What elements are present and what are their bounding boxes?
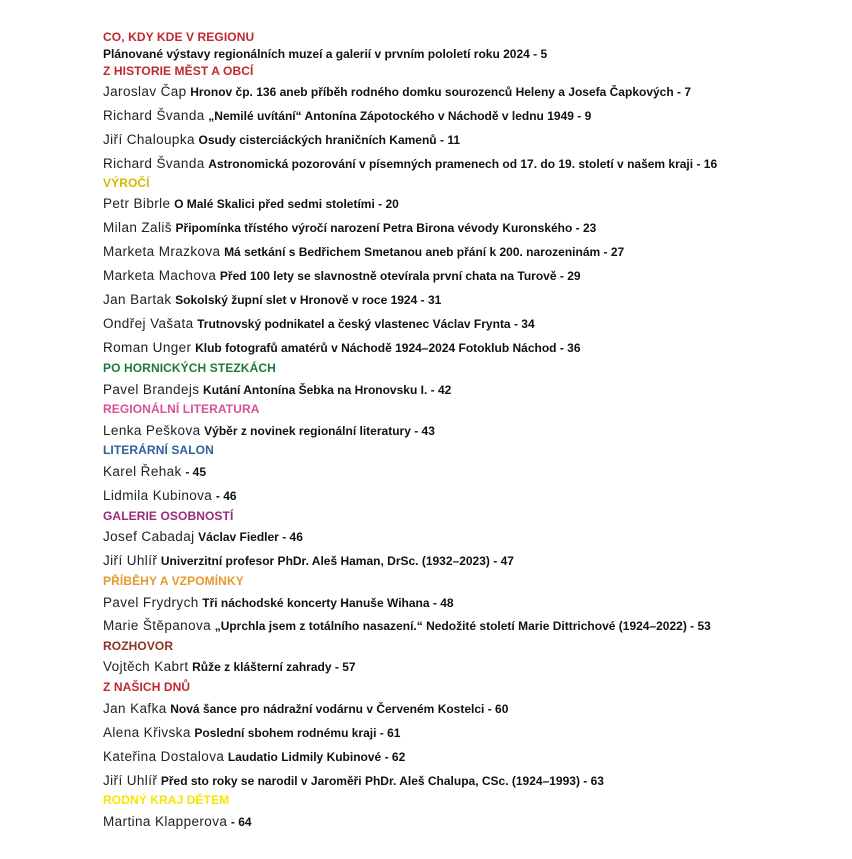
entry-page-number: 48 — [440, 596, 454, 610]
page-separator: - — [572, 221, 583, 235]
page-separator: - — [185, 465, 193, 479]
entry-page-number: 36 — [567, 341, 581, 355]
entry-author: Jiří Chaloupka — [103, 132, 195, 147]
entry-title: Laudatio Lidmily Kubinové — [227, 750, 382, 764]
toc-entry[interactable] — [103, 595, 454, 610]
entry-page-number: 60 — [495, 702, 509, 716]
page-separator: - — [693, 157, 704, 171]
toc-entry[interactable] — [103, 132, 460, 147]
entry-title: Tři náchodské koncerty Hanuše Wihana — [202, 596, 430, 610]
entry-title: Má setkání s Bedřichem Smetanou aneb přání k 200. narozeninám — [224, 245, 601, 259]
entry-page-number: 9 — [584, 109, 592, 123]
toc-entry[interactable] — [103, 773, 604, 788]
page-separator: - — [376, 726, 388, 740]
entry-page-number: 5 — [540, 47, 548, 61]
entry-title: Nová šance pro nádražní vodárnu v Červeném Kostelci — [170, 702, 485, 716]
toc-entry[interactable] — [103, 659, 356, 674]
toc-entry[interactable] — [103, 196, 399, 211]
page-separator: - — [278, 530, 290, 544]
section-heading: VÝROČÍ — [103, 176, 150, 190]
entry-page-number: 23 — [583, 221, 597, 235]
toc-entry[interactable] — [103, 84, 691, 99]
page-separator: - — [429, 596, 441, 610]
entry-page-number: 61 — [387, 726, 401, 740]
entry-title: „Nemilé uvítání“ Antonína Zápotockého v Náchodě v lednu 1949 — [208, 109, 574, 123]
page-separator: - — [410, 424, 422, 438]
entry-author: Lidmila Kubinova — [103, 488, 213, 503]
entry-author: Karel Řehak — [103, 464, 182, 479]
entry-author: Kateřina Dostalova — [103, 749, 225, 764]
entry-title: O Malé Skalici před sedmi stoletími — [174, 197, 375, 211]
entry-author: Vojtěch Kabrt — [103, 659, 189, 674]
entry-title: Osudy cisterciáckých hraničních Kamenů — [198, 133, 437, 147]
entry-title: Před sto roky se narodil v Jaroměři PhDr. Aleš Chalupa, CSc. (1924–1993) — [160, 774, 580, 788]
page-separator: - — [510, 317, 522, 331]
page-separator: - — [215, 489, 224, 503]
entry-title: Plánované výstavy regionálních muzeí a galerií v prvním pololetí roku 2024 — [103, 47, 530, 61]
entry-author: Alena Křivska — [103, 725, 191, 740]
page-separator: - — [686, 619, 698, 633]
page-separator: - — [556, 269, 568, 283]
entry-page-number: 46 — [289, 530, 303, 544]
entry-title: Václav Fiedler — [198, 530, 279, 544]
entry-title: Trutnovský podnikatel a český vlastenec Václav Frynta — [197, 317, 511, 331]
entry-title: „Uprchla jsem z totálního nasazení.“ Nedožité století Marie Dittrichové (1924–2022) — [214, 619, 687, 633]
page-separator: - — [484, 702, 496, 716]
toc-entry[interactable] — [103, 268, 581, 283]
section-heading: GALERIE OSOBNOSTÍ — [103, 509, 234, 523]
entry-page-number: 11 — [447, 133, 460, 147]
page-separator: - — [556, 341, 568, 355]
page-separator: - — [489, 554, 501, 568]
entry-page-number: 57 — [342, 660, 356, 674]
entry-title: Růže z klášterní zahrady — [192, 660, 332, 674]
toc-entry[interactable] — [103, 725, 400, 740]
toc-entry[interactable] — [103, 553, 514, 568]
entry-author: Pavel Frydrych — [103, 595, 199, 610]
toc-entry[interactable] — [103, 46, 547, 61]
page-separator: - — [579, 774, 591, 788]
entry-page-number: 43 — [421, 424, 435, 438]
entry-title: Sokolský župní slet v Hronově v roce 1924 — [175, 293, 418, 307]
entry-page-number: 29 — [567, 269, 581, 283]
entry-author: Marie Štěpanova — [103, 618, 212, 633]
entry-author: Richard Švanda — [103, 156, 205, 171]
section-heading: RODNÝ KRAJ DĚTEM — [103, 793, 230, 807]
entry-author: Josef Cabadaj — [103, 529, 195, 544]
toc-entry[interactable] — [103, 618, 711, 633]
entry-title: Univerzitní profesor PhDr. Aleš Haman, DrSc. (1932–2023) — [160, 554, 490, 568]
toc-entry[interactable] — [103, 701, 508, 716]
section-heading: Z NAŠICH DNŮ — [103, 680, 191, 694]
entry-author: Roman Unger — [103, 340, 192, 355]
page-separator: - — [427, 383, 438, 397]
section-heading: PŘÍBĚHY A VZPOMÍNKY — [103, 574, 244, 588]
entry-author: Milan Zališ — [103, 220, 172, 235]
entry-page-number: 62 — [391, 750, 406, 764]
entry-title: Výběr z novinek regionální literatury — [204, 424, 411, 438]
entry-page-number: 45 — [192, 465, 207, 479]
entry-page-number: 20 — [385, 197, 399, 211]
entry-page-number: 42 — [437, 383, 452, 397]
page-separator: - — [374, 197, 386, 211]
page-separator: - — [417, 293, 428, 307]
toc-entry[interactable] — [103, 340, 581, 355]
entry-page-number: 7 — [684, 85, 692, 99]
entry-author: Pavel Brandejs — [103, 382, 200, 397]
page-separator: - — [573, 109, 585, 123]
entry-author: Jaroslav Čap — [103, 84, 187, 99]
page-separator: - — [331, 660, 343, 674]
section-heading: PO HORNICKÝCH STEZKÁCH — [103, 361, 276, 375]
entry-page-number: 64 — [238, 815, 252, 829]
page-separator: - — [381, 750, 392, 764]
page-separator: - — [673, 85, 685, 99]
entry-page-number: 16 — [703, 157, 718, 171]
entry-author: Jan Kafka — [103, 701, 167, 716]
toc-entry[interactable] — [103, 156, 717, 171]
entry-title: Kutání Antonína Šebka na Hronovsku I. — [203, 383, 428, 397]
toc-entry[interactable] — [103, 316, 535, 331]
entry-title: Klub fotografů amatérů v Náchodě 1924–2024 Fotoklub Náchod — [195, 341, 557, 355]
section-heading: CO, KDY KDE V REGIONU — [103, 30, 255, 44]
toc-entry[interactable] — [103, 488, 237, 503]
entry-page-number: 34 — [521, 317, 535, 331]
entry-page-number: 27 — [610, 245, 625, 259]
entry-page-number: 46 — [223, 489, 237, 503]
toc-entry[interactable] — [103, 292, 441, 307]
toc-entry[interactable] — [103, 244, 624, 259]
entry-author: Marketa Mrazkova — [103, 244, 221, 259]
entry-author: Martina Klapperova — [103, 814, 228, 829]
toc-entry[interactable] — [103, 220, 596, 235]
entry-author: Richard Švanda — [103, 108, 205, 123]
page-separator: - — [529, 47, 541, 61]
entry-author: Jan Bartak — [103, 292, 172, 307]
entry-title: Hronov čp. 136 aneb příběh rodného domku sourozenců Heleny a Josefa Čapkových — [190, 85, 674, 99]
section-heading: ROZHOVOR — [103, 639, 174, 653]
toc-entry[interactable] — [103, 382, 451, 397]
entry-title: Poslední sbohem rodnému kraji — [194, 726, 377, 740]
entry-page-number: 47 — [500, 554, 514, 568]
entry-page-number: 53 — [697, 619, 711, 633]
toc-entry[interactable] — [103, 464, 206, 479]
entry-author: Jiří Uhlíř — [103, 773, 158, 788]
page-separator: - — [436, 133, 448, 147]
toc-entry[interactable] — [103, 423, 435, 438]
entry-author: Marketa Machova — [103, 268, 217, 283]
page-separator: - — [230, 815, 239, 829]
entry-title: Připomínka třístého výročí narození Petra Birona vévody Kuronského — [175, 221, 573, 235]
entry-title: Před 100 lety se slavnostně otevírala první chata na Turově — [219, 269, 557, 283]
entry-author: Ondřej Vašata — [103, 316, 194, 331]
toc-entry[interactable] — [103, 108, 591, 123]
toc-entry[interactable] — [103, 749, 405, 764]
section-heading: REGIONÁLNÍ LITERATURA — [103, 402, 260, 416]
section-heading: LITERÁRNÍ SALON — [103, 443, 214, 457]
entry-author: Lenka Peškova — [103, 423, 201, 438]
entry-author: Petr Bibrle — [103, 196, 171, 211]
entry-title: Astronomická pozorování v písemných pramenech od 17. do 19. století v našem kraji — [208, 157, 694, 171]
entry-author: Jiří Uhlíř — [103, 553, 158, 568]
section-heading: Z HISTORIE MĚST A OBCÍ — [103, 64, 254, 78]
page-separator: - — [600, 245, 611, 259]
entry-page-number: 31 — [427, 293, 442, 307]
toc-entry[interactable] — [103, 529, 303, 544]
entry-page-number: 63 — [590, 774, 604, 788]
toc-entry[interactable] — [103, 814, 252, 829]
